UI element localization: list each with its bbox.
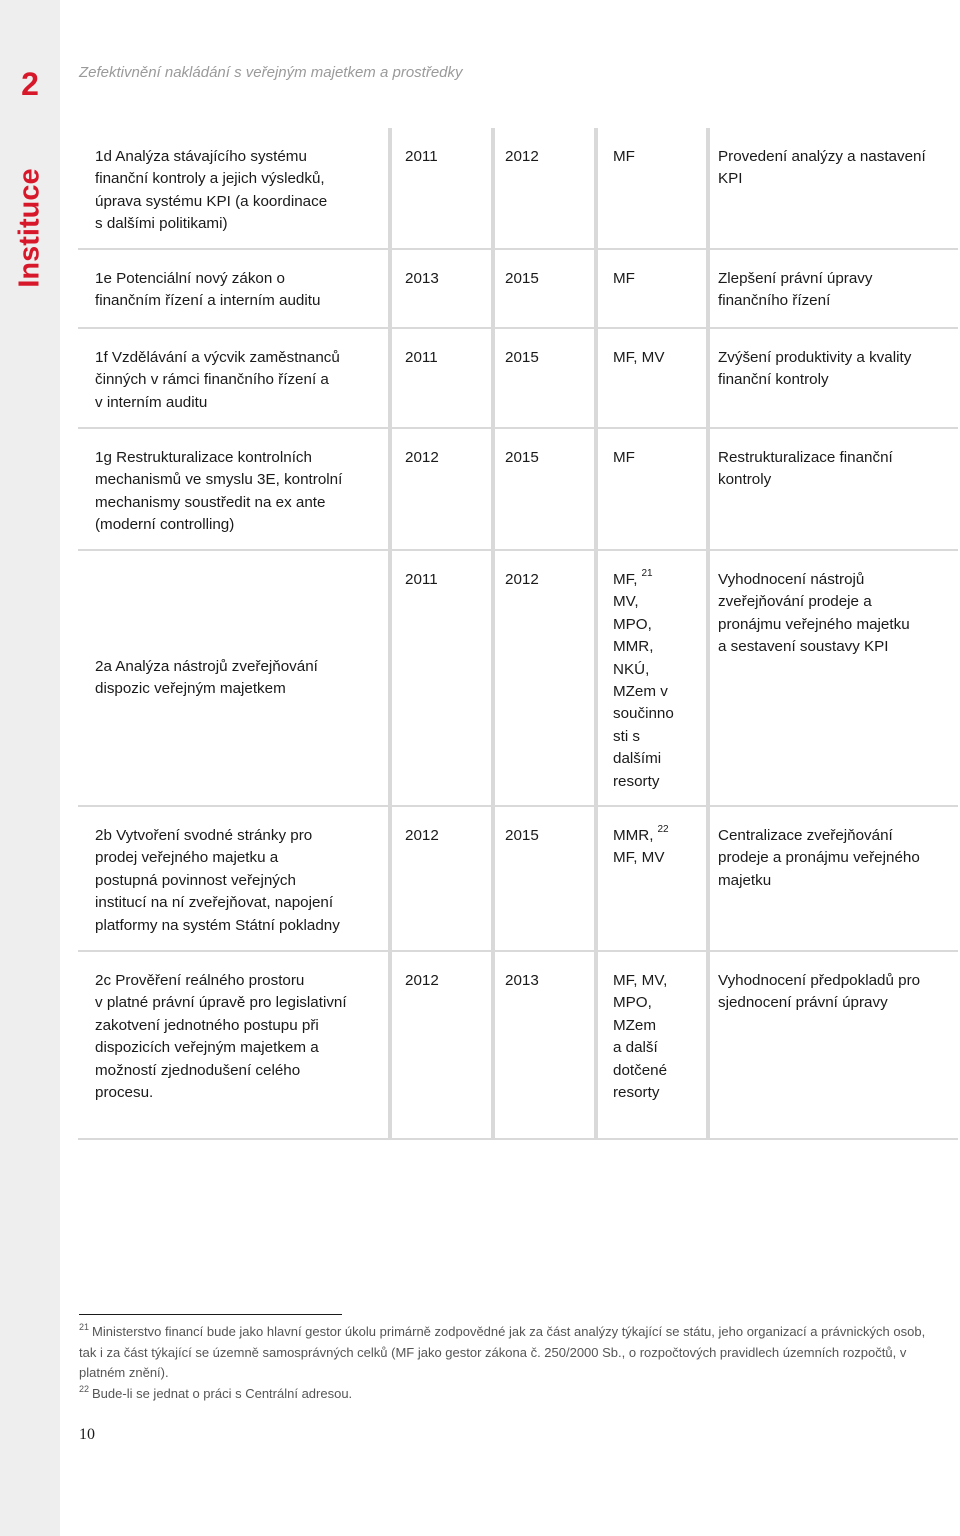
- task-text: [95, 347, 384, 414]
- end-year-cell: 2015: [505, 449, 539, 466]
- footnote-number: 21: [79, 1322, 90, 1332]
- responsible-text: součinno: [613, 705, 674, 723]
- task-cell: [78, 807, 390, 950]
- result-line: Restrukturalizace finanční: [718, 449, 893, 466]
- chapter-number: 2: [21, 66, 39, 102]
- task-cell: [78, 329, 390, 427]
- footnote: [79, 1322, 937, 1384]
- responsible-text: MF: [613, 270, 635, 287]
- task-line: 1d Analýza stávajícího systému: [95, 148, 307, 165]
- responsible-text: MF, MV: [613, 349, 665, 366]
- sidebar-band: [0, 0, 60, 1536]
- task-cell: [78, 429, 390, 549]
- task-line: úprava systému KPI (a koordinace: [95, 192, 328, 210]
- result-line: a sestavení soustavy KPI: [718, 638, 889, 656]
- result-line: zveřejňování prodeje a: [718, 593, 872, 611]
- start-year-cell: 2012: [405, 972, 439, 989]
- responsible-line: [613, 146, 712, 168]
- responsible-text: MZem v: [613, 683, 668, 701]
- task-text: [95, 656, 318, 701]
- responsible-line: [613, 748, 712, 770]
- responsible-text: dotčené: [613, 1061, 668, 1079]
- start-year-cell: 2012: [405, 827, 439, 844]
- responsible-cell: [597, 807, 712, 950]
- end-year-cell: 2015: [505, 270, 539, 287]
- responsible-cell: [597, 952, 712, 1138]
- task-line: 1g Restrukturalizace kontrolních: [95, 449, 312, 466]
- result-line: kontroly: [718, 471, 772, 489]
- task-line: mechanismů ve smyslu 3E, kontrolní: [95, 471, 343, 489]
- task-line: mechanismy soustředit na ex ante: [95, 493, 326, 511]
- responsible-line: [613, 1060, 712, 1082]
- responsible-line: [613, 591, 712, 613]
- responsible-line: [613, 347, 712, 369]
- task-text: [95, 970, 384, 1104]
- result-line: Zlepšení právní úpravy: [718, 270, 873, 287]
- task-line: v interním auditu: [95, 393, 208, 411]
- page-number: 10: [79, 1426, 95, 1443]
- end-year-cell: 2015: [505, 349, 539, 366]
- task-line: finanční kontroly a jejich výsledků,: [95, 170, 325, 188]
- task-line: platformy na systém Státní pokladny: [95, 916, 340, 934]
- task-line: dispozic veřejným majetkem: [95, 680, 286, 697]
- task-line: zakotvení jednotného postupu při: [95, 1016, 319, 1034]
- task-line: činných v rámci finančního řízení a: [95, 371, 329, 389]
- result-cell: [712, 551, 958, 805]
- table-row: [78, 807, 958, 952]
- task-text: [95, 447, 384, 537]
- task-line: v platné právní úpravě pro legislativní: [95, 994, 347, 1012]
- responsible-text: MZem: [613, 1016, 657, 1034]
- responsible-line: [613, 681, 712, 703]
- table-row: [78, 551, 958, 807]
- responsible-text: a další: [613, 1039, 658, 1057]
- result-line: pronájmu veřejného majetku: [718, 615, 910, 633]
- task-line: institucí na ní zveřejňovat, napojení: [95, 894, 334, 912]
- responsible-line: [613, 847, 712, 869]
- result-cell: [712, 329, 958, 427]
- responsible-line: [613, 970, 712, 992]
- responsible-line: [613, 703, 712, 725]
- responsible-line: [613, 1037, 712, 1059]
- responsible-text: MMR,: [613, 638, 654, 656]
- start-year-cell: 2011: [405, 349, 438, 366]
- result-cell: [712, 429, 958, 549]
- responsible-cell: [597, 551, 712, 805]
- responsible-line: [613, 636, 712, 658]
- task-line: 2b Vytvoření svodné stránky pro: [95, 827, 313, 844]
- responsible-cell: [597, 128, 712, 248]
- task-cell: [78, 250, 390, 327]
- responsible-text: MPO,: [613, 994, 652, 1012]
- responsible-line: [613, 726, 712, 748]
- responsible-text: MF, MV,: [613, 972, 668, 989]
- responsible-line: [613, 1082, 712, 1104]
- responsible-cell: [597, 329, 712, 427]
- result-line: finančního řízení: [718, 292, 831, 310]
- section-label: Instituce: [13, 168, 46, 288]
- responsible-line: [613, 614, 712, 636]
- task-line: prodej veřejného majetku a: [95, 849, 279, 867]
- footnote-text: Bude-li se jednat o práci s Centrální adresou.: [92, 1385, 353, 1401]
- result-line: Provedení analýzy a nastavení: [718, 148, 926, 165]
- start-year-cell: 2011: [405, 571, 438, 588]
- responsible-text: MF: [613, 148, 635, 165]
- responsible-text: MF,: [613, 571, 638, 588]
- result-line: sjednocení právní úpravy: [718, 994, 888, 1012]
- table-row: [78, 329, 958, 429]
- responsible-line: [613, 569, 712, 591]
- task-line: 1e Potenciální nový zákon o: [95, 270, 285, 287]
- responsible-text: sti s: [613, 727, 641, 745]
- footnote-ref[interactable]: 22: [657, 824, 669, 835]
- responsible-cell: [597, 429, 712, 549]
- result-cell: [712, 128, 958, 248]
- task-line: (moderní controlling): [95, 516, 235, 534]
- task-line: 2c Prověření reálného prostoru: [95, 972, 305, 989]
- task-line: 2a Analýza nástrojů zveřejňování: [95, 657, 318, 675]
- task-line: procesu.: [95, 1084, 154, 1102]
- responsible-text: MMR,: [613, 827, 654, 844]
- task-text: [95, 825, 384, 937]
- footnote-separator: [79, 1314, 342, 1315]
- result-line: Vyhodnocení nástrojů: [718, 571, 865, 588]
- task-text: [95, 146, 384, 236]
- responsible-line: [613, 992, 712, 1014]
- responsible-text: resorty: [613, 772, 660, 790]
- task-line: postupná povinnost veřejných: [95, 871, 296, 889]
- responsible-text: dalšími: [613, 750, 662, 768]
- responsible-line: [613, 771, 712, 793]
- end-year-cell: 2013: [505, 972, 539, 989]
- responsible-text: MPO,: [613, 615, 652, 633]
- table-row: [78, 429, 958, 551]
- responsible-text: MF: [613, 449, 635, 466]
- end-year-cell: 2012: [505, 571, 539, 588]
- start-year-cell: 2012: [405, 449, 439, 466]
- end-year-cell: 2012: [505, 148, 539, 165]
- end-year-cell: 2015: [505, 827, 539, 844]
- result-cell: [712, 250, 958, 327]
- responsible-text: MF, MV: [613, 849, 665, 867]
- responsible-cell: [597, 250, 712, 327]
- task-cell: [78, 551, 390, 805]
- responsible-text: resorty: [613, 1084, 660, 1102]
- responsible-line: [613, 1015, 712, 1037]
- responsible-line: [613, 825, 712, 847]
- footnote-number: 22: [79, 1383, 90, 1394]
- footnotes: [79, 1322, 937, 1404]
- measures-table: [78, 128, 958, 1140]
- result-line: majetku: [718, 871, 772, 889]
- responsible-line: [613, 268, 712, 290]
- table-row: [78, 128, 958, 250]
- result-line: finanční kontroly: [718, 371, 829, 389]
- task-text: [95, 268, 384, 313]
- footnote-text: Ministerstvo financí bude jako hlavní gestor úkolu primárně zodpovědné jak za část analýzy týkající se státu, jeho organizací a právnických osob, tak i za část týkající se územně samosprávných celků (MF jako gestor zákona č. 250/2000 Sb., o rozpočtových pravidlech územních rozpočtů, v platném znění).: [79, 1324, 926, 1380]
- responsible-text: MV,: [613, 593, 639, 611]
- page-header-title: Zefektivnění nakládání s veřejným majetkem a prostředky: [79, 64, 463, 81]
- task-cell: [78, 128, 390, 248]
- task-line: dispozicích veřejným majetkem a: [95, 1039, 319, 1057]
- result-line: Vyhodnocení předpokladů pro: [718, 972, 921, 989]
- table-row: [78, 952, 958, 1138]
- footnote: [79, 1384, 937, 1405]
- responsible-line: [613, 447, 712, 469]
- result-cell: [712, 807, 958, 950]
- result-line: prodeje a pronájmu veřejného: [718, 849, 920, 867]
- task-cell: [78, 952, 390, 1138]
- result-cell: [712, 952, 958, 1138]
- task-line: finančním řízení a interním auditu: [95, 292, 321, 310]
- result-line: Centralizace zveřejňování: [718, 827, 893, 844]
- task-line: 1f Vzdělávání a výcvik zaměstnanců: [95, 349, 340, 366]
- result-line: KPI: [718, 170, 743, 188]
- result-line: Zvýšení produktivity a kvality: [718, 349, 912, 366]
- responsible-text: NKÚ,: [613, 660, 650, 678]
- footnote-ref[interactable]: 21: [641, 568, 653, 579]
- start-year-cell: 2013: [405, 270, 439, 287]
- responsible-line: [613, 659, 712, 681]
- table-row: [78, 250, 958, 329]
- task-line: s dalšími politikami): [95, 215, 228, 233]
- task-line: možností zjednodušení celého: [95, 1061, 301, 1079]
- start-year-cell: 2011: [405, 148, 438, 165]
